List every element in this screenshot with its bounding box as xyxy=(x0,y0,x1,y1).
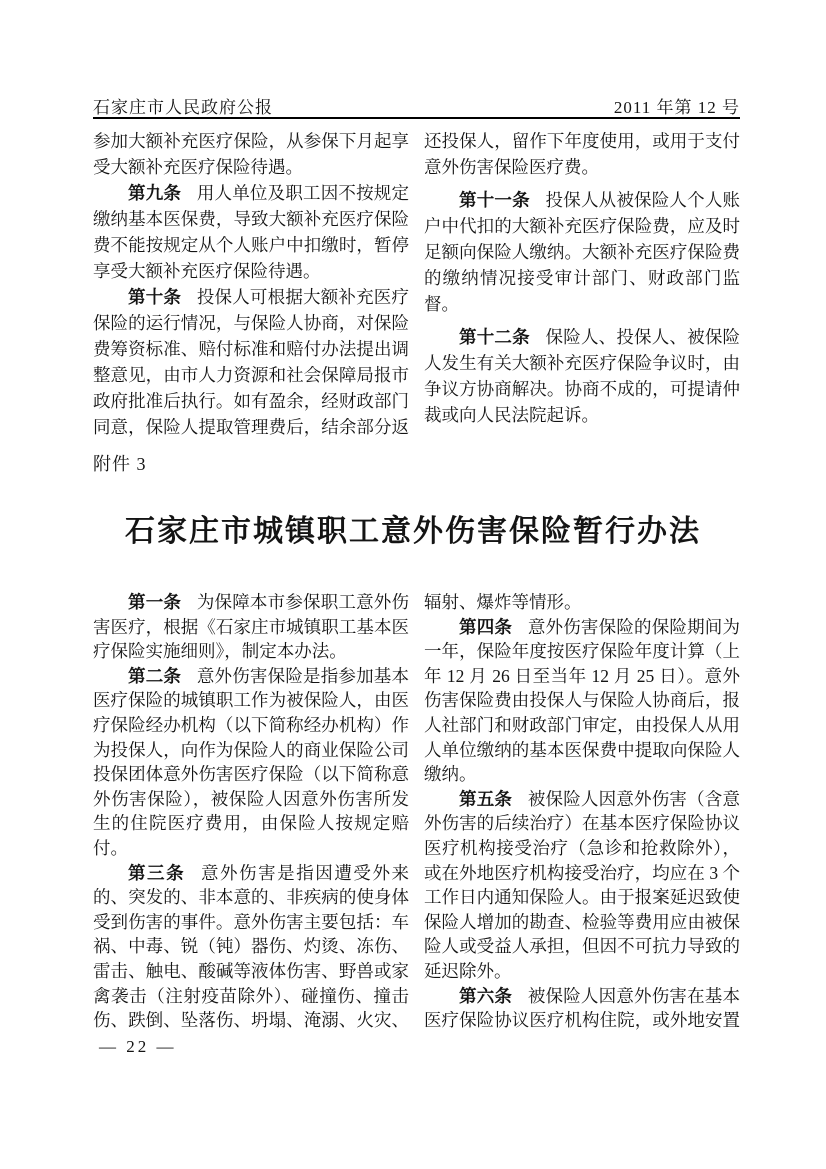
continuation-paragraph xyxy=(93,128,409,180)
article-number: 第十条 xyxy=(128,287,182,307)
article-4-paragraph xyxy=(424,615,740,787)
attachment-label: 附件 3 xyxy=(93,454,147,474)
article-text: 被保险人因意外伤害（含意外伤害的后续治疗）在基本医疗保险协议医疗机构接受治疗（急诊和抢救除外），或在外地医疗机构接受治疗，均应在 3 个工作日内通知保险人。由于报案延迟致使保险人增加的勘查、检验等费用应由被保险人或受益人承担，但因不可抗力导致的延迟除外。 xyxy=(424,788,741,981)
article-12-paragraph xyxy=(424,324,740,428)
article-3-paragraph xyxy=(93,861,409,1033)
article-text: 意外伤害是指因遭受外来的、突发的、非本意的、非疾病的使身体受到伤害的事件。意外伤害主要包括：车祸、中毒、锐（钝）器伤、灼烫、冻伤、雷击、触电、酸碱等液体伤害、野兽或家禽袭击（注射疫苗除外）、碰撞伤、撞击伤、跌倒、坠落伤、坍塌、淹溺、火灾、 xyxy=(93,862,410,1031)
document-title: 石家庄市城镇职工意外伤害保险暂行办法 xyxy=(125,515,701,548)
article-6-paragraph xyxy=(424,984,740,1033)
article-number: 第四条 xyxy=(459,616,513,637)
article-1-paragraph xyxy=(93,590,409,664)
article-5-paragraph xyxy=(424,787,740,984)
gazette-name: 石家庄市人民政府公报 xyxy=(93,98,273,117)
article-9-paragraph xyxy=(93,180,409,284)
article-text: 用人单位及职工因不按规定缴纳基本医保费，导致大额补充医疗保险费不能按规定从个人账户中扣缴时，暂停享受大额补充医疗保险待遇。 xyxy=(93,183,410,281)
section2-right-column xyxy=(424,590,740,1033)
article-number: 第三条 xyxy=(128,862,186,883)
article-text: 意外伤害保险的保险期间为一年，保险年度按医疗保险年度计算（上年 12 月 26 日至当年 12 月 25 日）。意外伤害保险费由投保人与保险人协商后，报人社部门和财政部门审定，由投保人从用人单位缴纳的基本医保费中提取向保险人缴纳。 xyxy=(424,616,741,785)
article-number: 第一条 xyxy=(128,592,182,612)
article-text: 投保人从被保险人个人账户中代扣的大额补充医疗保险费，应及时足额向保险人缴纳。大额补充医疗保险费的缴纳情况接受审计部门、财政部门监督。 xyxy=(424,190,741,314)
article-number: 第九条 xyxy=(128,183,182,203)
article-text: 为保障本市参保职工意外伤害医疗，根据《石家庄市城镇职工基本医疗保险实施细则》，制定本办法。 xyxy=(93,592,410,662)
section2-left-column xyxy=(93,590,409,1033)
article-text: 保险人、投保人、被保险人发生有关大额补充医疗保险争议时，由争议方协商解决。协商不成的，可提请仲裁或向人民法院起诉。 xyxy=(424,327,741,425)
continuation-paragraph xyxy=(424,590,740,615)
page-footer xyxy=(99,1037,177,1057)
section1-right-column xyxy=(424,128,740,440)
article-number: 第五条 xyxy=(459,788,513,809)
article-10-paragraph xyxy=(93,284,409,440)
section-supplementary-medical-insurance xyxy=(93,128,740,440)
article-text: 投保人可根据大额补充医疗保险的运行情况，与保险人协商，对保险费筹资标准、赔付标准和赔付办法提出调整意见，由市人力资源和社会保障局报市政府批准后执行。如有盈余，经财政部门同意，保险人提取管理费后，结余部分返 xyxy=(93,287,410,437)
article-text: 意外伤害保险是指参加基本医疗保险的城镇职工作为被保险人，由医疗保险经办机构（以下简称经办机构）作为投保人，向作为保险人的商业保险公司投保团体意外伤害医疗保险（以下简称意外伤害保险），被保险人因意外伤害所发生的住院医疗费用，由保险人按规定赔付。 xyxy=(93,665,410,858)
article-number: 第十一条 xyxy=(459,190,530,210)
page-header xyxy=(93,93,740,118)
article-text: 辐射、爆炸等情形。 xyxy=(424,592,582,612)
article-2-paragraph xyxy=(93,664,409,861)
issue-number: 2011 年第 12 号 xyxy=(613,98,740,117)
article-number: 第六条 xyxy=(459,985,513,1006)
page-number: — 22 — xyxy=(99,1037,177,1056)
article-text: 参加大额补充医疗保险，从参保下月起享受大额补充医疗保险待遇。 xyxy=(93,131,409,177)
header-rule xyxy=(93,117,740,119)
section-accident-injury-insurance xyxy=(93,590,740,1033)
section1-left-column xyxy=(93,128,409,440)
article-number: 第十二条 xyxy=(459,327,530,347)
article-11-paragraph xyxy=(424,187,740,317)
article-number: 第二条 xyxy=(128,665,182,686)
article-text: 被保险人因意外伤害在基本医疗保险协议医疗机构住院，或外地安置 xyxy=(424,985,741,1031)
continuation-paragraph xyxy=(424,128,740,180)
article-text: 还投保人，留作下年度使用，或用于支付意外伤害保险医疗费。 xyxy=(424,131,740,177)
